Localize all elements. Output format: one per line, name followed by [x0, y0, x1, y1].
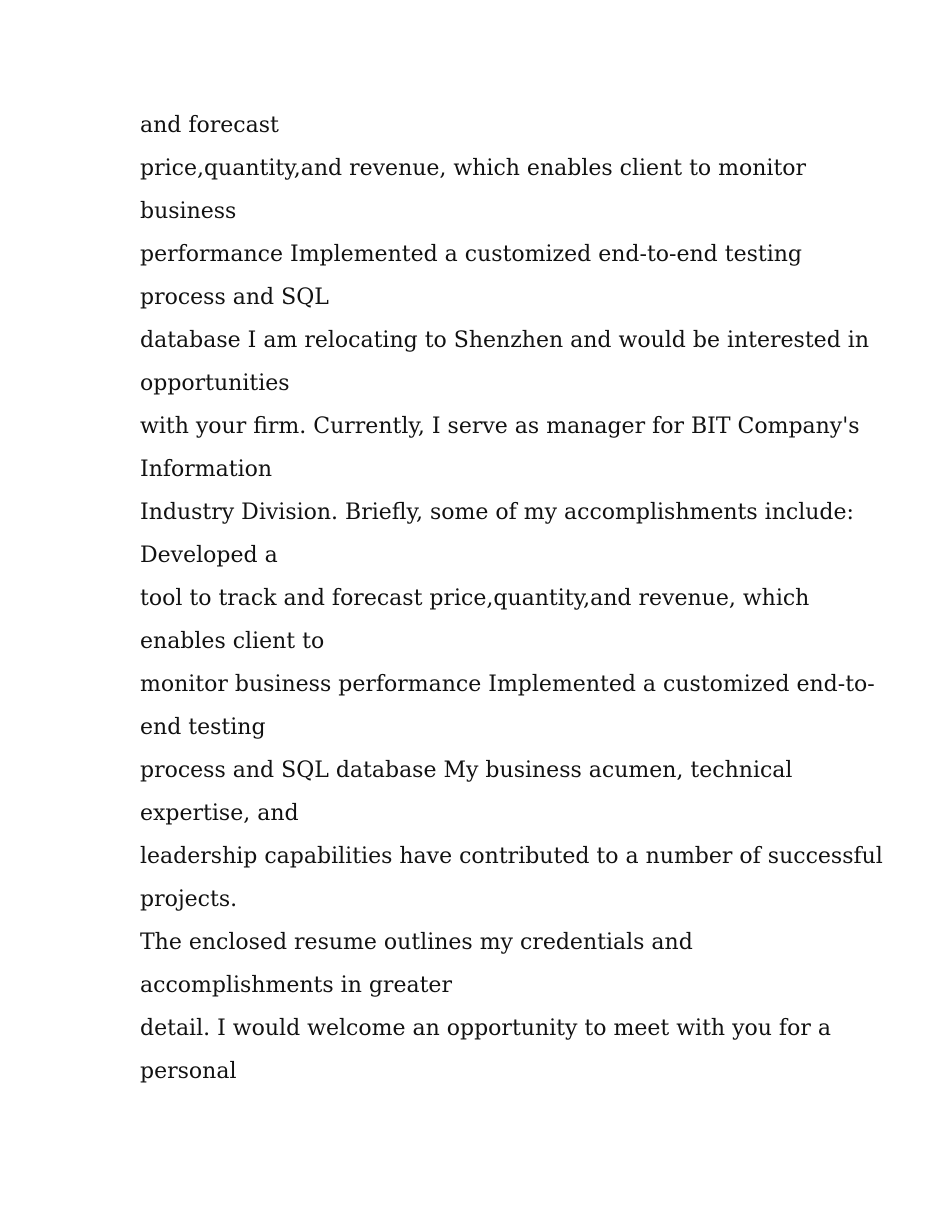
text-line: leadership capabilities have contributed to a number of successful [140, 844, 883, 869]
text-line: with your firm. Currently, I serve as manager for BIT Company's [140, 414, 860, 439]
text-line: personal [140, 1059, 237, 1084]
text-line: price,quantity,and revenue, which enables client to monitor [140, 156, 807, 181]
text-line: Industry Division. Briefly, some of my accomplishments include: [140, 500, 854, 525]
text-line: process and SQL database My business acumen, technical [140, 758, 793, 783]
text-line: tool to track and forecast price,quantity,and revenue, which [140, 586, 810, 611]
text-line: monitor business performance Implemented a customized end-to- [140, 672, 875, 697]
text-line: detail. I would welcome an opportunity to meet with you for a [140, 1016, 831, 1041]
text-line: expertise, and [140, 801, 299, 826]
letter-body [140, 104, 883, 1093]
text-line: Information [140, 457, 273, 482]
text-line: performance Implemented a customized end-to-end testing [140, 242, 803, 267]
text-line: projects. [140, 887, 238, 912]
text-line: opportunities [140, 371, 290, 396]
text-line: end testing [140, 715, 266, 740]
text-line: process and SQL [140, 285, 329, 310]
text-line: business [140, 199, 237, 224]
text-line: enables client to [140, 629, 325, 654]
text-line: The enclosed resume outlines my credentials and [140, 930, 693, 955]
text-line: and forecast [140, 113, 279, 138]
text-line: accomplishments in greater [140, 973, 452, 998]
text-line: Developed a [140, 543, 278, 568]
text-line: database I am relocating to Shenzhen and would be interested in [140, 328, 869, 353]
